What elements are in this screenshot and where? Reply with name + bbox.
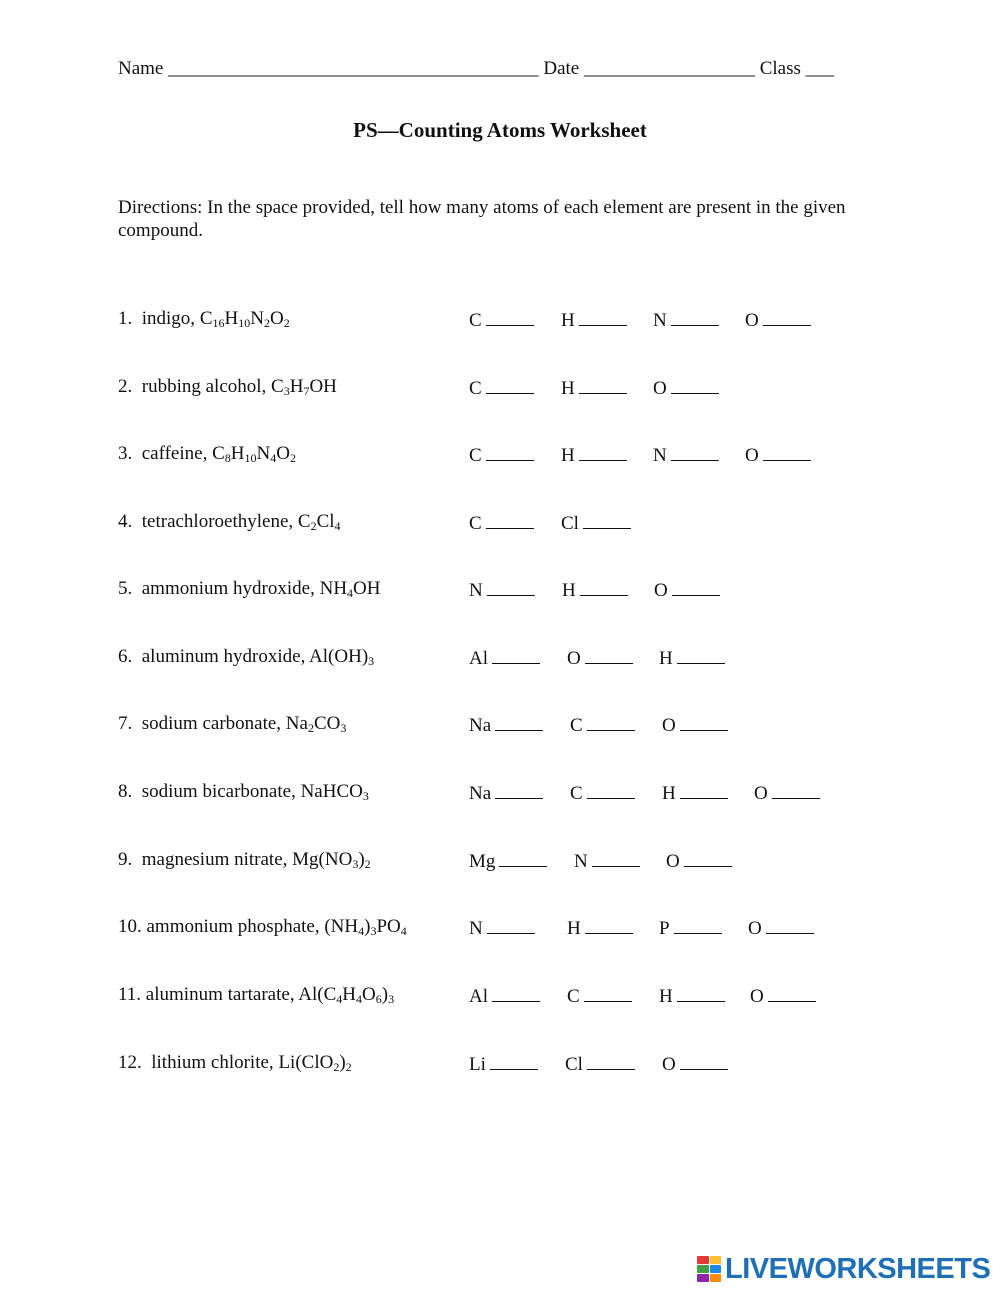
element-answer xyxy=(754,781,820,805)
element-symbol: O xyxy=(662,715,676,736)
question-number: 3. xyxy=(118,443,142,464)
element-symbol: C xyxy=(469,310,482,331)
question-row xyxy=(0,578,1000,606)
question-number: 4. xyxy=(118,511,142,532)
question-number: 10. xyxy=(118,916,147,937)
compound-label xyxy=(118,443,296,465)
compound-name: sodium bicarbonate, xyxy=(141,781,301,802)
compound-name: indigo, xyxy=(141,308,200,329)
compound-label xyxy=(118,308,290,330)
compound-label xyxy=(118,984,394,1006)
element-answer xyxy=(662,713,728,737)
compound-name: tetrachloroethylene, xyxy=(141,511,298,532)
element-answer xyxy=(469,376,534,400)
logo-text: LIVEWORKSHEETS xyxy=(725,1252,991,1285)
element-symbol: C xyxy=(469,513,482,534)
header-fields: Name _______________________________________ Date __________________ Class ___ xyxy=(118,58,835,79)
answer-blank[interactable] xyxy=(486,376,534,394)
compound-name: rubbing alcohol, xyxy=(141,376,272,397)
element-answer xyxy=(666,849,732,873)
chemical-formula: $C_2Cl_4$ xyxy=(297,511,341,533)
element-answer xyxy=(469,984,540,1008)
element-symbol: O xyxy=(750,986,764,1007)
question-row xyxy=(0,713,1000,741)
element-symbol: O xyxy=(745,445,759,466)
answer-blank[interactable] xyxy=(580,578,628,596)
element-answer xyxy=(561,443,627,467)
answer-blank[interactable] xyxy=(492,984,540,1002)
element-symbol: N xyxy=(469,580,483,601)
chemical-formula: $Mg(NO_3)_2$ xyxy=(292,849,371,871)
element-symbol: P xyxy=(659,918,670,939)
element-answer xyxy=(653,443,719,467)
element-answer xyxy=(469,849,547,873)
chemical-formula: $Na_2CO_3$ xyxy=(285,713,347,735)
element-symbol: O xyxy=(653,378,667,399)
element-symbol: Na xyxy=(469,783,492,804)
element-answer xyxy=(748,916,814,940)
element-answer xyxy=(662,781,728,805)
compound-name: lithium chlorite, xyxy=(151,1052,279,1073)
element-symbol: C xyxy=(567,986,580,1007)
element-symbol: H xyxy=(659,648,673,669)
answer-blank[interactable] xyxy=(486,443,534,461)
element-symbol: Cl xyxy=(561,513,579,534)
question-number: 1. xyxy=(118,308,142,329)
logo-square xyxy=(710,1256,722,1264)
question-row xyxy=(0,308,1000,336)
liveworksheets-logo-icon xyxy=(697,1256,721,1282)
answer-blank[interactable] xyxy=(579,376,627,394)
element-symbol: H xyxy=(662,783,676,804)
answer-blank[interactable] xyxy=(677,984,725,1002)
compound-label xyxy=(118,916,407,938)
element-answer xyxy=(469,646,540,670)
element-answer xyxy=(570,713,635,737)
answer-blank[interactable] xyxy=(677,646,725,664)
element-answer xyxy=(745,443,811,467)
element-answer xyxy=(565,1052,635,1076)
question-row xyxy=(0,984,1000,1012)
answer-blank[interactable] xyxy=(768,984,816,1002)
element-answer xyxy=(561,376,627,400)
element-answer xyxy=(469,713,543,737)
logo-square xyxy=(697,1265,709,1273)
element-symbol: O xyxy=(748,918,762,939)
compound-label xyxy=(118,1052,352,1074)
answer-blank[interactable] xyxy=(680,781,728,799)
answer-blank[interactable] xyxy=(585,646,633,664)
element-symbol: H xyxy=(561,378,575,399)
answer-blank[interactable] xyxy=(583,511,631,529)
element-symbol: O xyxy=(745,310,759,331)
element-symbol: Li xyxy=(469,1054,486,1075)
element-answer xyxy=(469,308,534,332)
logo-square xyxy=(710,1265,722,1273)
element-symbol: Al xyxy=(469,648,488,669)
question-number: 12. xyxy=(118,1052,152,1073)
compound-name: magnesium nitrate, xyxy=(141,849,293,870)
question-row xyxy=(0,376,1000,404)
question-row xyxy=(0,781,1000,809)
answer-blank[interactable] xyxy=(495,713,543,731)
question-row xyxy=(0,443,1000,471)
element-symbol: H xyxy=(561,310,575,331)
answer-blank[interactable] xyxy=(486,511,534,529)
element-answer xyxy=(653,376,719,400)
answer-blank[interactable] xyxy=(490,1052,538,1070)
element-symbol: N xyxy=(653,445,667,466)
element-symbol: O xyxy=(654,580,668,601)
question-row xyxy=(0,849,1000,877)
answer-blank[interactable] xyxy=(672,578,720,596)
compound-name: ammonium hydroxide, xyxy=(141,578,320,599)
question-number: 8. xyxy=(118,781,142,802)
element-symbol: O xyxy=(662,1054,676,1075)
element-answer xyxy=(662,1052,728,1076)
answer-blank[interactable] xyxy=(492,646,540,664)
compound-label xyxy=(118,713,346,735)
element-answer xyxy=(469,781,543,805)
chemical-formula: $C_{16}H_{10}N_2O_2$ xyxy=(199,308,290,330)
element-symbol: N xyxy=(469,918,483,939)
answer-blank[interactable] xyxy=(587,781,635,799)
element-symbol: H xyxy=(567,918,581,939)
question-row xyxy=(0,646,1000,674)
answer-blank[interactable] xyxy=(671,308,719,326)
element-symbol: O xyxy=(567,648,581,669)
compound-name: sodium carbonate, xyxy=(141,713,286,734)
compound-name: caffeine, xyxy=(141,443,213,464)
element-symbol: N xyxy=(653,310,667,331)
answer-blank[interactable] xyxy=(671,376,719,394)
question-number: 11. xyxy=(118,984,146,1005)
compound-label xyxy=(118,849,371,871)
compound-label xyxy=(118,646,374,668)
answer-blank[interactable] xyxy=(587,1052,635,1070)
answer-blank[interactable] xyxy=(680,1052,728,1070)
chemical-formula: $C_3H_7OH$ xyxy=(271,376,337,398)
element-answer xyxy=(745,308,811,332)
element-symbol: H xyxy=(659,986,673,1007)
chemical-formula: $Li(ClO_2)_2$ xyxy=(278,1052,352,1074)
element-answer xyxy=(469,578,535,602)
answer-blank[interactable] xyxy=(495,781,543,799)
element-answer xyxy=(567,646,633,670)
answer-blank[interactable] xyxy=(766,916,814,934)
element-symbol: N xyxy=(574,851,588,872)
page-title: PS—Counting Atoms Worksheet xyxy=(353,118,647,142)
element-answer xyxy=(654,578,720,602)
answer-blank[interactable] xyxy=(671,443,719,461)
answer-blank[interactable] xyxy=(763,308,811,326)
chemical-formula: NaHCO$_3$ xyxy=(300,781,369,803)
element-symbol: Al xyxy=(469,986,488,1007)
chemical-formula: $C_8H_{10}N_4O_2$ xyxy=(212,443,296,465)
element-symbol: Cl xyxy=(565,1054,583,1075)
element-answer xyxy=(659,916,722,940)
compound-name: aluminum hydroxide, xyxy=(141,646,310,667)
element-symbol: C xyxy=(469,378,482,399)
element-answer xyxy=(469,443,534,467)
element-symbol: H xyxy=(562,580,576,601)
compound-name: aluminum tartarate, xyxy=(145,984,299,1005)
answer-blank[interactable] xyxy=(763,443,811,461)
liveworksheets-logo xyxy=(697,1254,990,1284)
element-answer xyxy=(469,1052,538,1076)
element-symbol: Na xyxy=(469,715,492,736)
chemical-formula: $NH_4OH$ xyxy=(319,578,381,600)
element-symbol: O xyxy=(666,851,680,872)
element-answer xyxy=(750,984,816,1008)
element-answer xyxy=(574,849,640,873)
element-symbol: C xyxy=(570,715,583,736)
logo-square xyxy=(710,1274,722,1282)
answer-blank[interactable] xyxy=(772,781,820,799)
element-answer xyxy=(659,646,725,670)
answer-blank[interactable] xyxy=(684,849,732,867)
answer-blank[interactable] xyxy=(487,578,535,596)
question-number: 2. xyxy=(118,376,142,397)
compound-label xyxy=(118,511,341,533)
element-answer xyxy=(653,308,719,332)
question-number: 9. xyxy=(118,849,142,870)
question-row xyxy=(0,1052,1000,1080)
directions-text: Directions: In the space provided, tell how many atoms of each element are present in the given compound. xyxy=(118,197,846,241)
element-answer xyxy=(469,511,534,535)
element-answer xyxy=(570,781,635,805)
answer-blank[interactable] xyxy=(587,713,635,731)
element-symbol: Mg xyxy=(469,851,496,872)
answer-blank[interactable] xyxy=(674,916,722,934)
compound-name: ammonium phosphate, xyxy=(146,916,325,937)
answer-blank[interactable] xyxy=(584,984,632,1002)
element-symbol: C xyxy=(469,445,482,466)
logo-square xyxy=(697,1256,709,1264)
answer-blank[interactable] xyxy=(579,443,627,461)
element-symbol: O xyxy=(754,783,768,804)
question-number: 7. xyxy=(118,713,142,734)
chemical-formula: $Al(C_4H_4O_6)_3$ xyxy=(298,984,395,1006)
question-number: 5. xyxy=(118,578,142,599)
element-answer xyxy=(567,916,633,940)
element-answer xyxy=(562,578,628,602)
answer-blank[interactable] xyxy=(499,849,547,867)
question-row xyxy=(0,511,1000,539)
answer-blank[interactable] xyxy=(487,916,535,934)
compound-label xyxy=(118,781,369,803)
answer-blank[interactable] xyxy=(585,916,633,934)
element-answer xyxy=(469,916,535,940)
chemical-formula: $Al(OH)_3$ xyxy=(309,646,375,668)
compound-label xyxy=(118,376,337,398)
logo-square xyxy=(697,1274,709,1282)
question-number: 6. xyxy=(118,646,142,667)
answer-blank[interactable] xyxy=(579,308,627,326)
question-row xyxy=(0,916,1000,944)
element-answer xyxy=(659,984,725,1008)
compound-label xyxy=(118,578,381,600)
answer-blank[interactable] xyxy=(680,713,728,731)
element-answer xyxy=(561,308,627,332)
element-answer xyxy=(561,511,631,535)
element-symbol: H xyxy=(561,445,575,466)
chemical-formula: $(NH_4)_3PO_4$ xyxy=(324,916,407,938)
element-symbol: C xyxy=(570,783,583,804)
answer-blank[interactable] xyxy=(592,849,640,867)
element-answer xyxy=(567,984,632,1008)
answer-blank[interactable] xyxy=(486,308,534,326)
